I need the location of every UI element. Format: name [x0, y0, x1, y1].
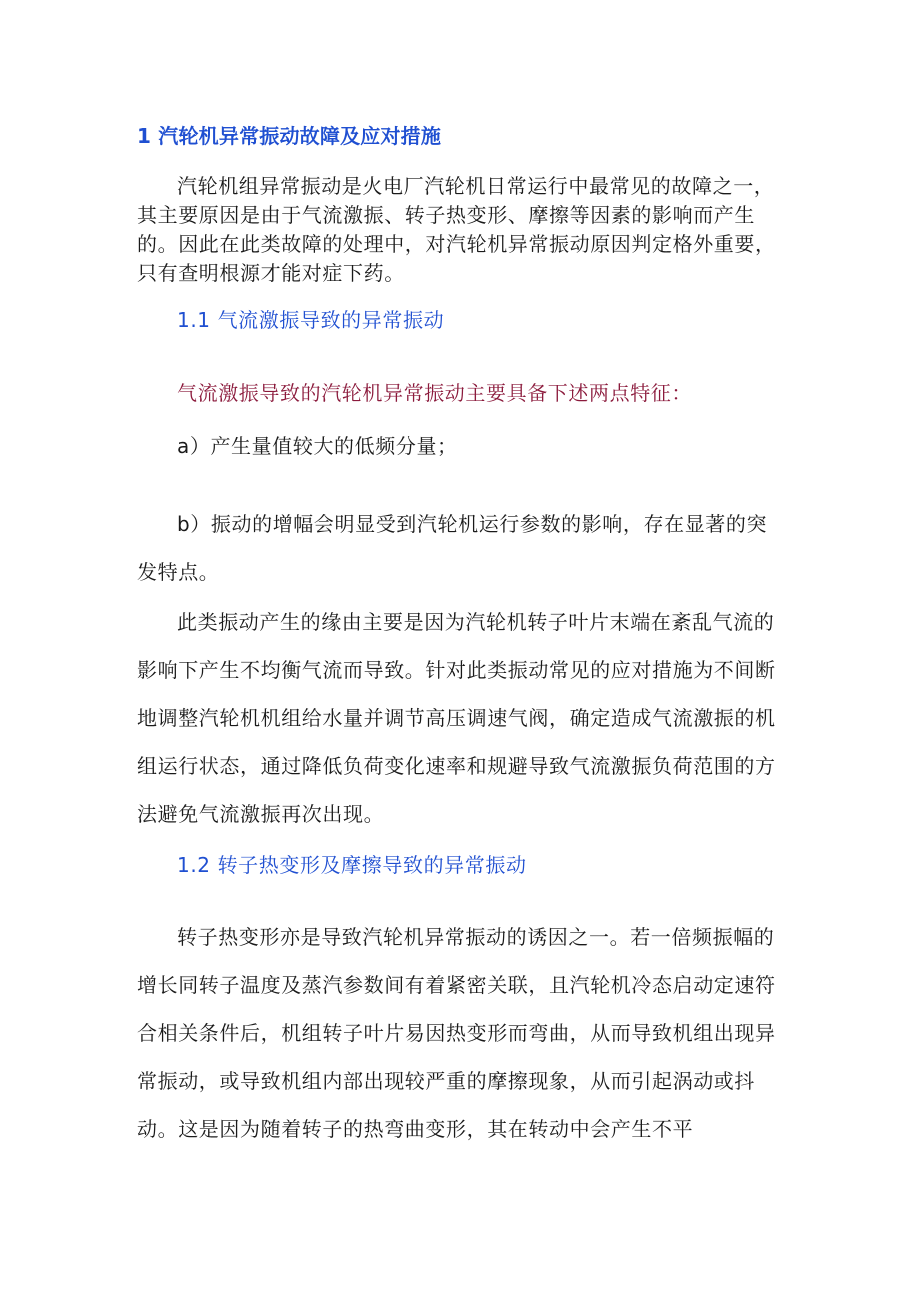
features-lead-sentence: 气流激振导致的汽轮机异常振动主要具备下述两点特征： [177, 381, 692, 405]
intro-paragraph: 汽轮机组异常振动是火电厂汽轮机日常运行中最常见的故障之一，其主要原因是由于气流激振、转子热变形、摩擦等因素的影响而产生的。因此在此类故障的处理中，对汽轮机异常振动原因判定格外重要，只有查明根源才能对症下药。 [137, 174, 776, 285]
thermal-deformation-paragraph: 转子热变形亦是导致汽轮机异常振动的诱因之一。若一倍频振幅的增长同转子温度及蒸汽参数间有着紧密关联，且汽轮机冷态启动定速符合相关条件后，机组转子叶片易因热变形而弯曲，从而导致机组出现异常振动，或导致机组内部出现较严重的摩擦现象，从而引起涡动或抖动。这是因为随着转子的热弯曲变形，其在转动中会产生不平 [137, 925, 776, 1141]
section-1-2-heading: 1.2 转子热变形及摩擦导致的异常振动 [177, 853, 527, 877]
section-1-heading: 1 汽轮机异常振动故障及应对措施 [137, 124, 442, 148]
section-1-1-heading: 1.1 气流激振导致的异常振动 [177, 308, 445, 332]
feature-b-item: b）振动的增幅会明显受到汽轮机运行参数的影响，存在显著的突发特点。 [137, 512, 768, 584]
feature-a-item: a）产生量值较大的低频分量； [177, 434, 458, 458]
airflow-paragraph: 此类振动产生的缘由主要是因为汽轮机转子叶片末端在紊乱气流的影响下产生不均衡气流而导致。针对此类振动常见的应对措施为不间断地调整汽轮机机组给水量并调节高压调速气阀，确定造成气流激振的机组运行状态，通过降低负荷变化速率和规避导致气流激振负荷范围的方法避免气流激振再次出现。 [137, 610, 776, 826]
